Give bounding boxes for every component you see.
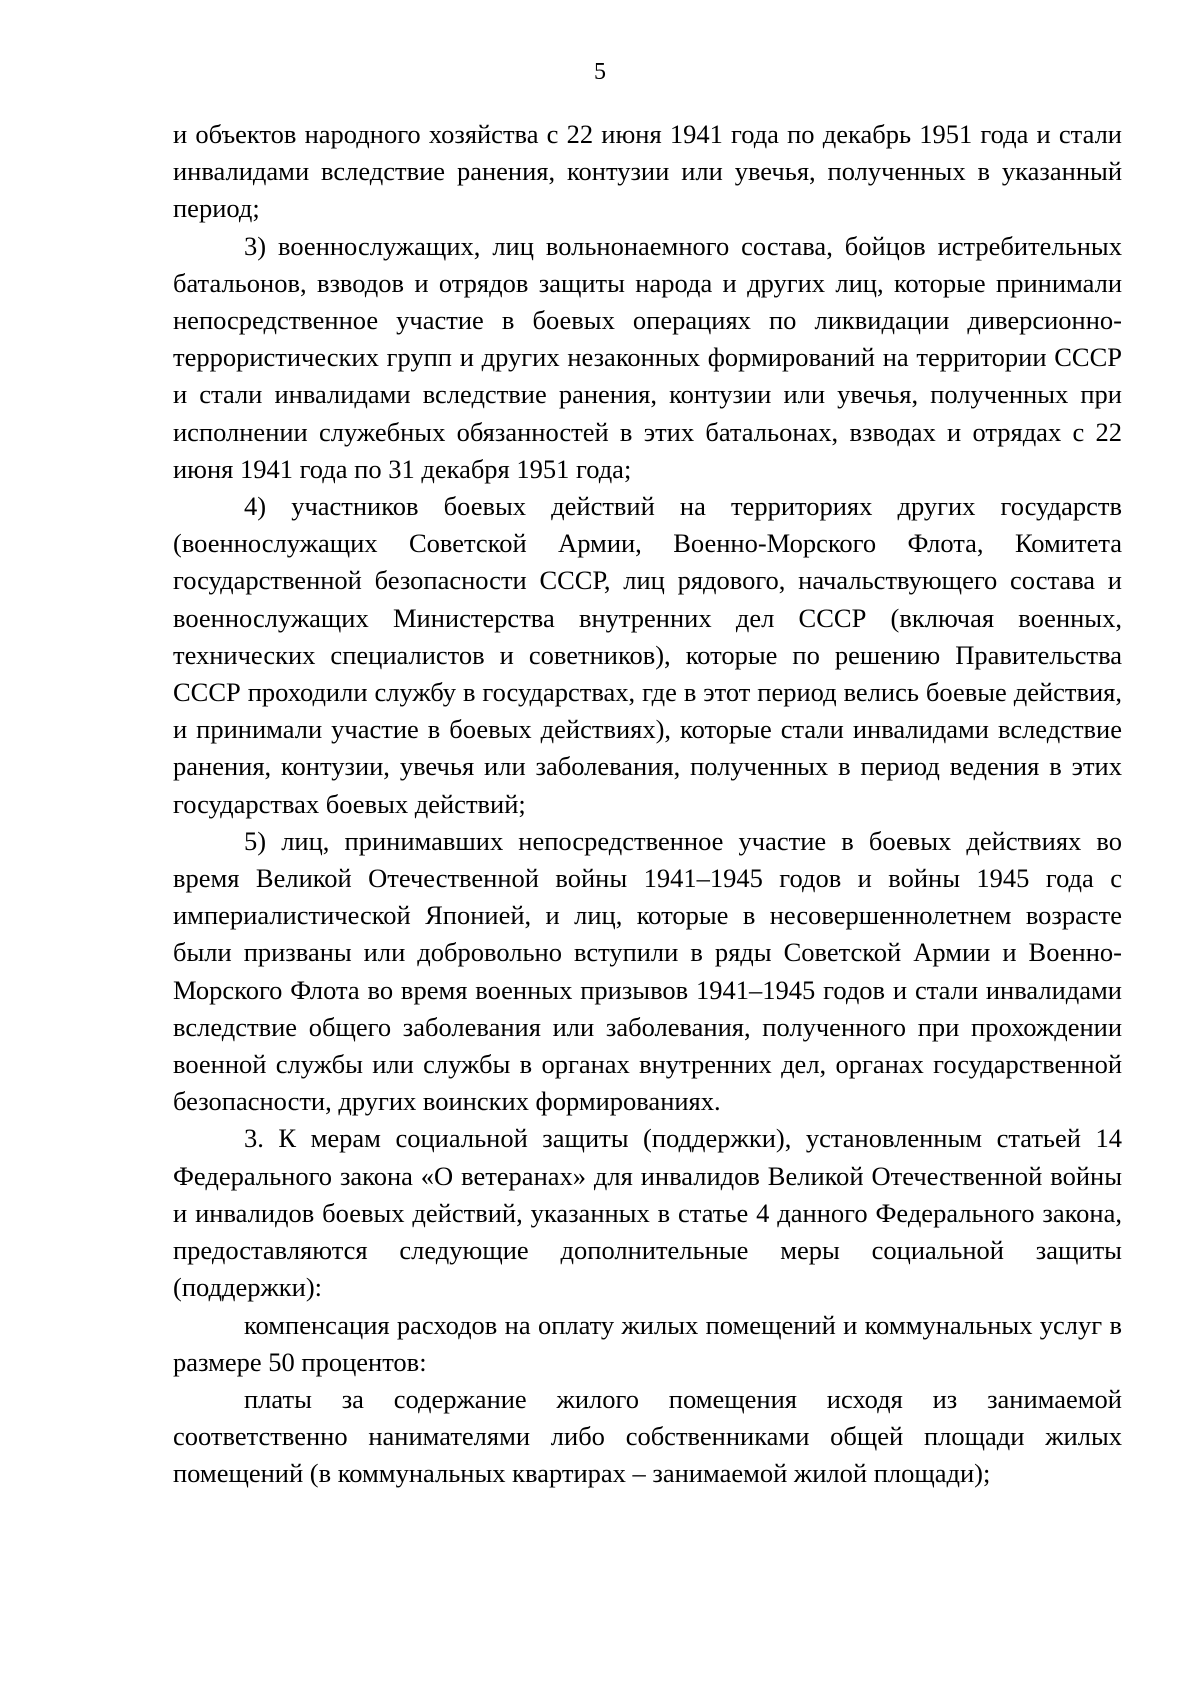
paragraph-continuation: и объектов народного хозяйства с 22 июня 1941 года по декабрь 1951 года и стали инвалидами вследствие ранения, контузии или увечья, полученных в указанный период;: [173, 119, 1122, 224]
document-body: [173, 116, 1122, 1493]
paragraph-compensation: компенсация расходов на оплату жилых помещений и коммунальных услуг в размере 50 процентов:: [173, 1309, 1122, 1377]
page-number: 5: [594, 59, 606, 85]
paragraph-item-5: 5) лиц, принимавших непосредственное участие в боевых действиях во время Великой Отечественной войны 1941–1945 годов и войны 1945 года с империалистической Японией, и лиц, которые в несовершеннолетнем возрасте были призваны или добровольно вступили в ряды Советской Армии и Военно-Морского Флота во время военных призывов 1941–1945 годов и стали инвалидами вследствие общего заболевания или заболевания, полученного при прохождении военной службы или службы в органах внутренних дел, органах государственной безопасности, других воинских формированиях.: [173, 825, 1122, 1117]
paragraph-item-3: 3) военнослужащих, лиц вольнонаемного состава, бойцов истребительных батальонов, взводов и отрядов защиты народа и других лиц, которые принимали непосредственное участие в боевых операциях по ликвидации диверсионно-террористических групп и других незаконных формирований на территории СССР и стали инвалидами вследствие ранения, контузии или увечья, полученных при исполнении служебных обязанностей в этих батальонах, взводах и отрядах с 22 июня 1941 года по 31 декабря 1951 года;: [173, 230, 1122, 484]
paragraph-item-4: 4) участников боевых действий на территориях других государств (военнослужащих Советской Армии, Военно-Морского Флота, Комитета государственной безопасности СССР, лиц рядового, начальствующего состава и военнослужащих Министерства внутренних дел СССР (включая военных, технических специалистов и советников), которые по решению Правительства СССР проходили службу в государствах, где в этот период велись боевые действия, и принимали участие в боевых действиях), которые стали инвалидами вследствие ранения, контузии, увечья или заболевания, полученных в период ведения в этих государствах боевых действий;: [173, 491, 1122, 819]
paragraph-section-3: 3. К мерам социальной защиты (поддержки), установленным статьей 14 Федерального закона «О ветеранах» для инвалидов Великой Отечественной войны и инвалидов боевых действий, указанных в статье 4 данного Федерального закона, предоставляются следующие дополнительные меры социальной защиты (поддержки):: [173, 1123, 1122, 1303]
paragraph-housing-fee: платы за содержание жилого помещения исходя из занимаемой соответственно нанимателями либо собственниками общей площади жилых помещений (в коммунальных квартирах – занимаемой жилой площади);: [173, 1383, 1122, 1489]
